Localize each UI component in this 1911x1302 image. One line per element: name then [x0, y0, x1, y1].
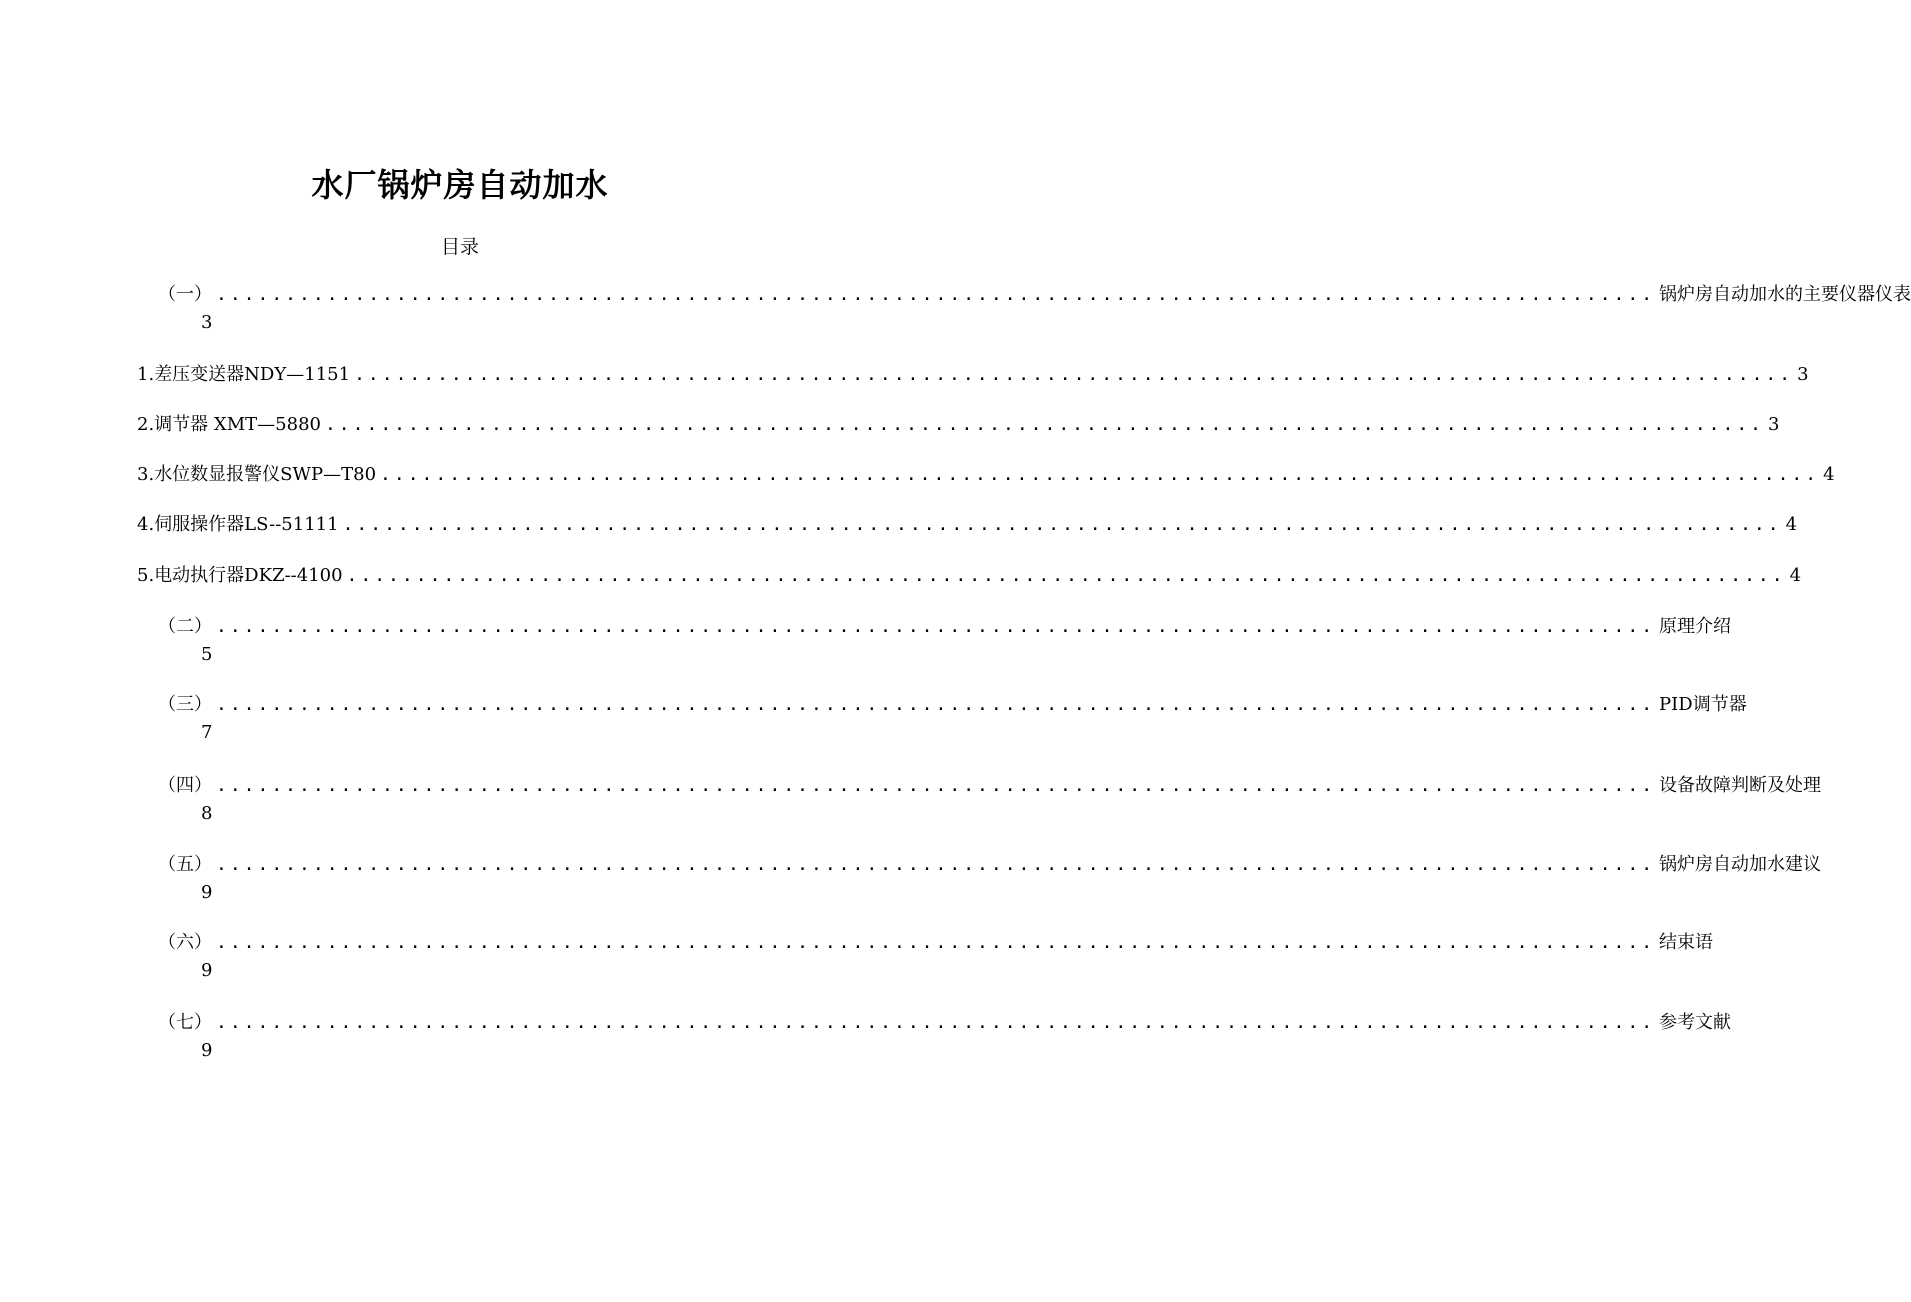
toc-entry-label: 3.	[137, 464, 155, 485]
dot-leader: ........................................................................................................	[342, 514, 1782, 535]
toc-entry-page: 3	[1768, 414, 1780, 435]
toc-entry[interactable]	[158, 1010, 1732, 1036]
toc-entry[interactable]	[158, 282, 1911, 308]
toc-entry-label: （三）	[158, 694, 212, 715]
dot-leader: ........................................................................................................	[216, 1012, 1656, 1033]
toc-entry-page: 3	[1797, 364, 1809, 385]
toc-entry[interactable]	[158, 773, 1822, 799]
toc-entry-title: 电动执行器DKZ--4100	[154, 565, 343, 586]
toc-entry[interactable]	[137, 462, 1835, 488]
dot-leader: ........................................................................................................	[380, 464, 1820, 485]
toc-entry-title: 原理介绍	[1659, 616, 1732, 637]
toc-entry-page: 4	[1785, 514, 1798, 535]
toc-entry-label: （五）	[158, 854, 212, 875]
toc-entry-label: 4.	[137, 514, 155, 535]
toc-entry-title: 参考文献	[1659, 1012, 1732, 1033]
dot-leader: ........................................................................................................	[216, 694, 1656, 715]
toc-entry[interactable]	[137, 362, 1809, 388]
dot-leader: ........................................................................................................	[346, 565, 1786, 586]
toc-entry-page: 9	[201, 960, 213, 981]
toc-entry-title: 调节器 XMT—5880	[154, 414, 321, 435]
toc-entry[interactable]	[158, 614, 1732, 640]
toc-entry-page: 5	[201, 644, 213, 665]
toc-entry-label: 1.	[137, 364, 155, 385]
toc-entry-title: 锅炉房自动加水的主要仪器仪表	[1659, 284, 1911, 305]
toc-entry-label: （七）	[158, 1012, 212, 1033]
toc-entry[interactable]	[158, 852, 1822, 878]
toc-heading: 目录	[440, 236, 479, 258]
dot-leader: ........................................................................................................	[354, 364, 1794, 385]
toc-entry-title: 伺服操作器LS--51111	[154, 514, 339, 535]
toc-entry[interactable]	[158, 930, 1714, 956]
document-title: 水厂锅炉房自动加水	[311, 166, 609, 204]
dot-leader: ........................................................................................................	[216, 932, 1656, 953]
toc-entry-label: （二）	[158, 616, 212, 637]
dot-leader: ........................................................................................................	[216, 775, 1656, 796]
toc-entry-title: 锅炉房自动加水建议	[1659, 854, 1822, 875]
toc-entry-page: 9	[201, 882, 213, 903]
toc-entry-page: 4	[1823, 464, 1835, 485]
dot-leader: ........................................................................................................	[216, 616, 1656, 637]
toc-entry[interactable]	[137, 412, 1780, 438]
toc-entry[interactable]	[158, 692, 1747, 718]
toc-entry-page: 9	[201, 1040, 213, 1061]
toc-entry-title: 差压变送器NDY—1151	[154, 364, 351, 385]
toc-entry-page: 8	[201, 803, 213, 824]
toc-entry[interactable]	[137, 563, 1802, 589]
toc-entry-label: 5.	[137, 565, 155, 586]
dot-leader: ........................................................................................................	[216, 284, 1656, 305]
toc-entry-label: （六）	[158, 932, 212, 953]
toc-entry-page: 4	[1789, 565, 1802, 586]
toc-entry-page: 3	[201, 312, 213, 333]
dot-leader: ........................................................................................................	[216, 854, 1656, 875]
toc-entry-title: PID调节器	[1659, 694, 1747, 715]
toc-entry-label: （一）	[158, 284, 212, 305]
dot-leader: ........................................................................................................	[324, 414, 1765, 435]
toc-entry-title: 设备故障判断及处理	[1659, 775, 1822, 796]
toc-entry-title: 结束语	[1659, 932, 1714, 953]
toc-entry-title: 水位数显报警仪SWP—T80	[154, 464, 377, 485]
toc-entry-label: （四）	[158, 775, 212, 796]
toc-entry[interactable]	[137, 512, 1798, 538]
toc-entry-page: 7	[201, 722, 213, 743]
toc-entry-label: 2.	[137, 414, 155, 435]
